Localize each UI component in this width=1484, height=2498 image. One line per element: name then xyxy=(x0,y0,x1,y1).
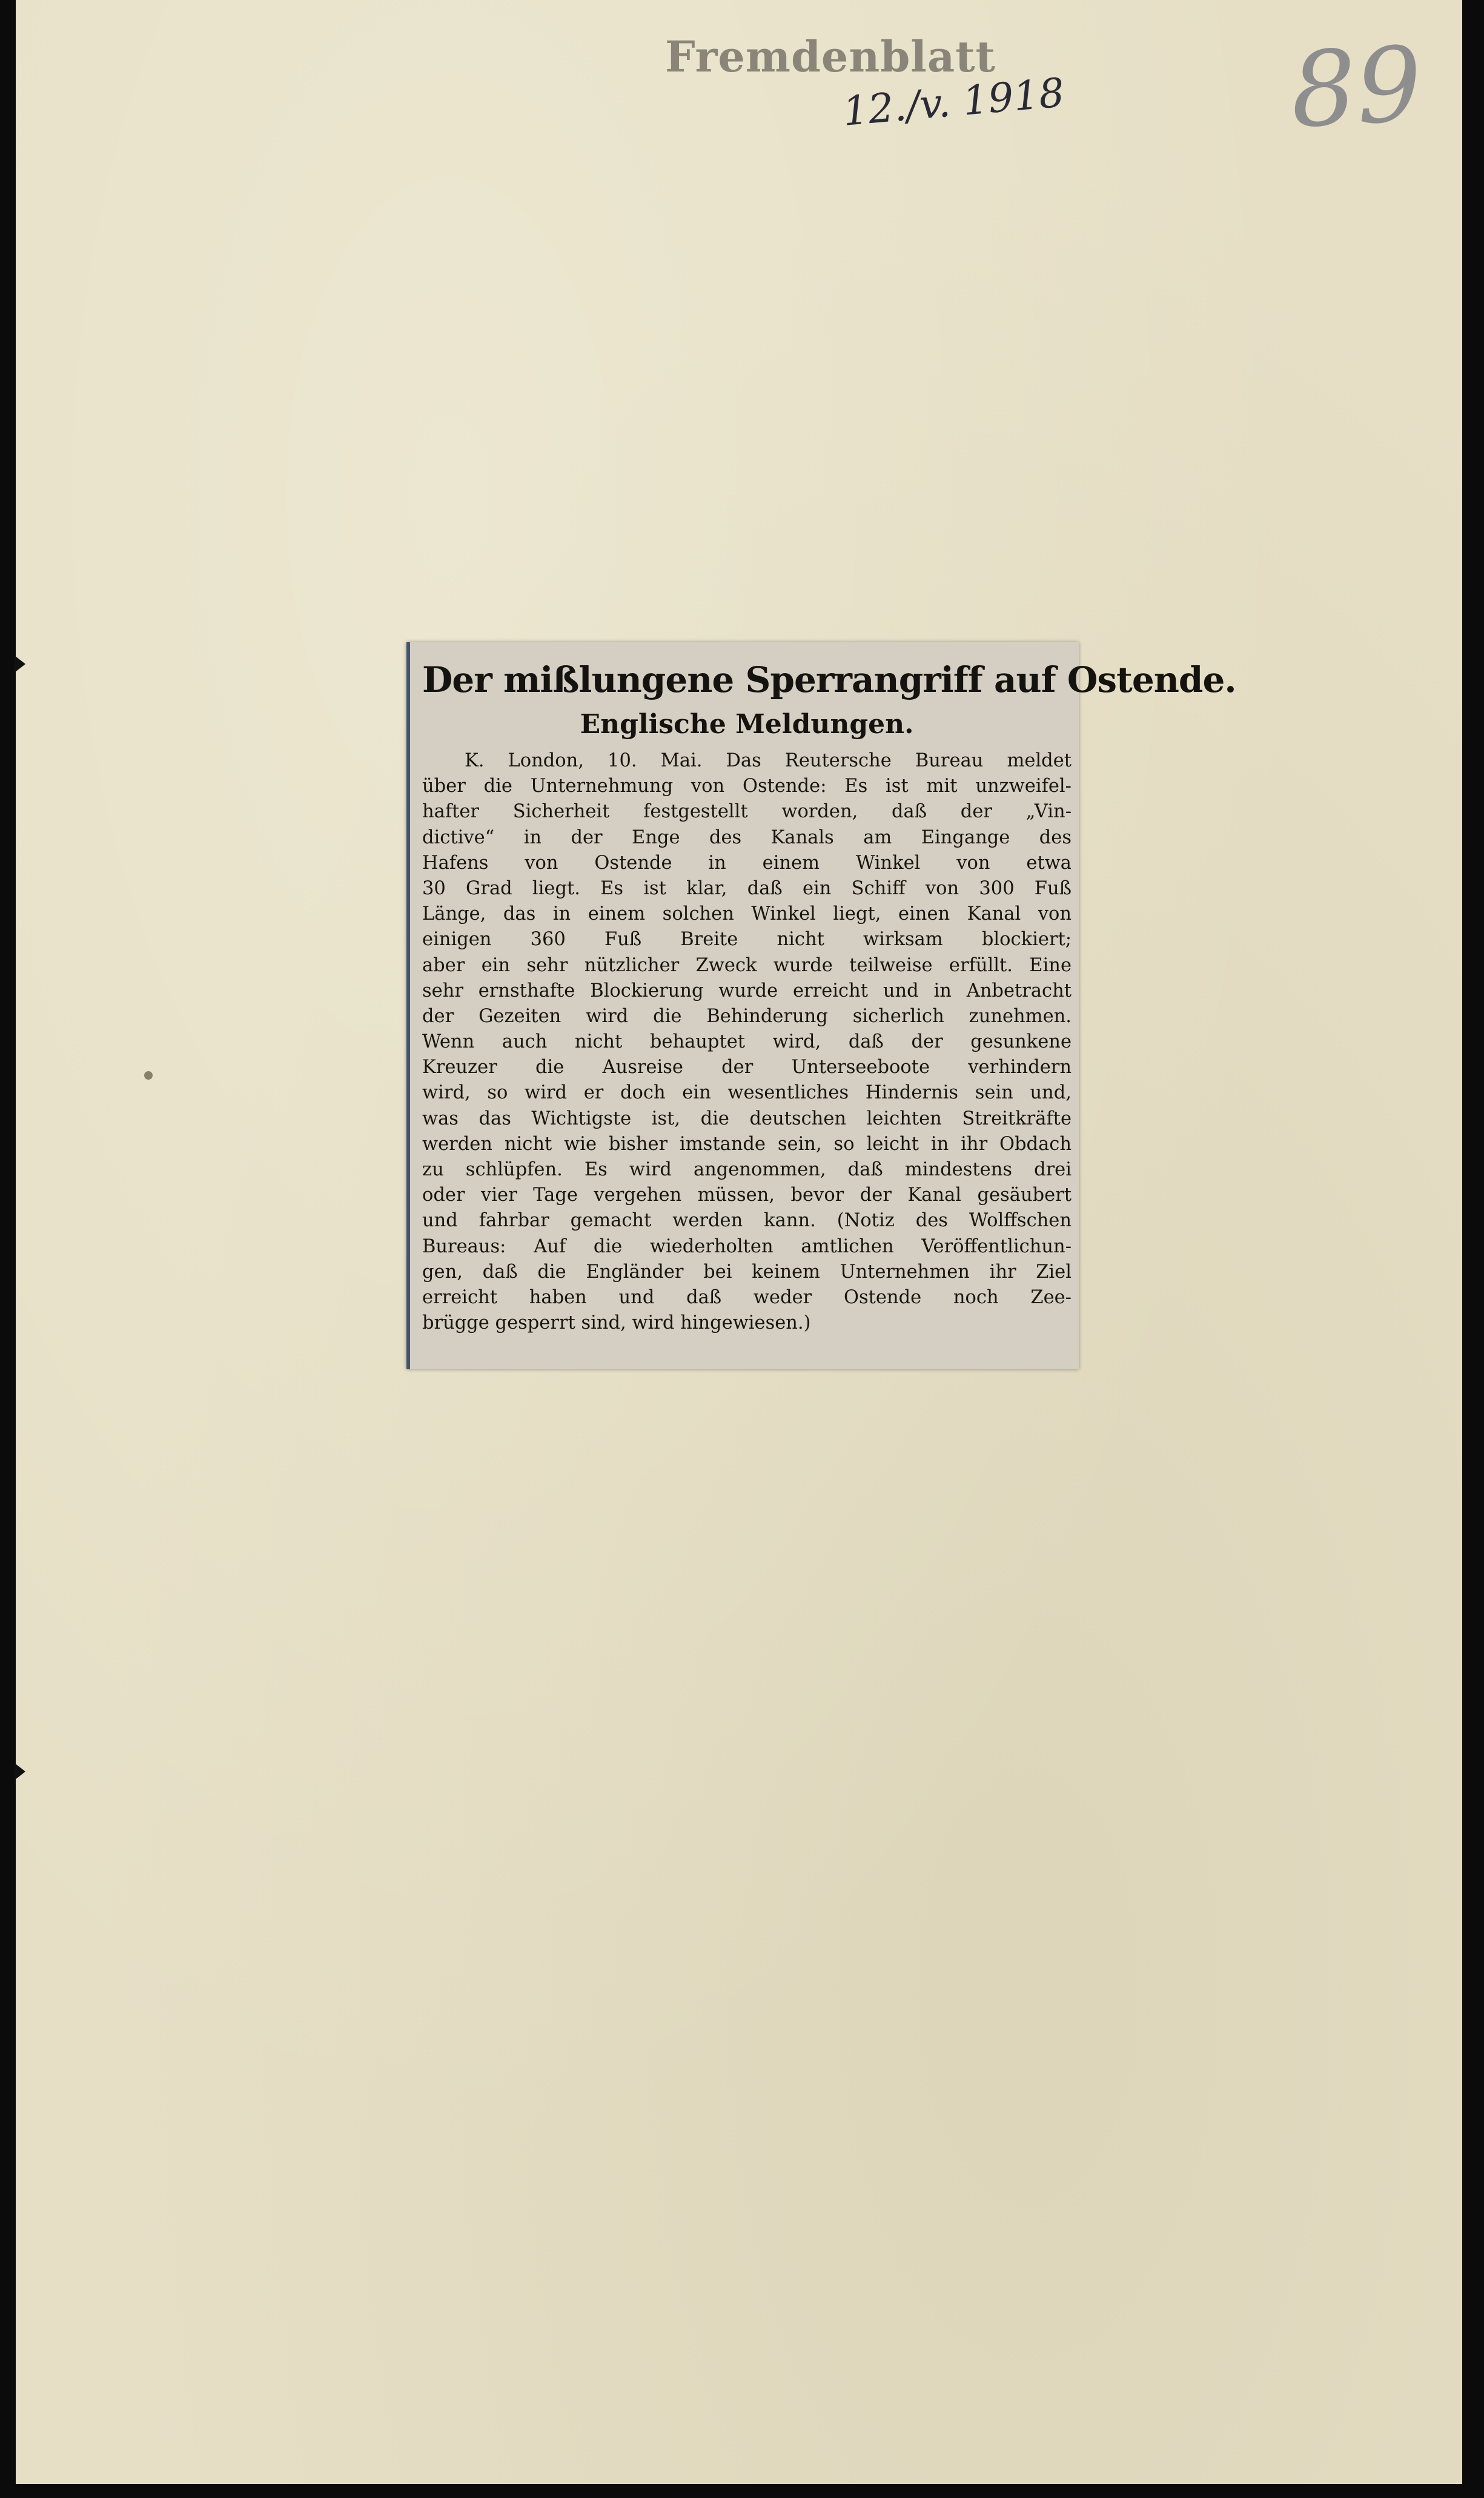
article-line: der Gezeiten wird die Behinderung sicherlich zunehmen. xyxy=(422,1005,1072,1027)
scan-edge xyxy=(1462,0,1484,2498)
margin-marker-icon xyxy=(15,656,25,673)
article-line: zu schlüpfen. Es wird angenommen, daß mindestens drei xyxy=(422,1159,1072,1180)
archive-sheet xyxy=(16,0,1462,2484)
article-line: was das Wichtigste ist, die deutschen leichten Streitkräfte xyxy=(422,1108,1072,1129)
article-title: Der mißlungene Sperrangriff auf Ostende. xyxy=(422,659,1236,700)
article-line: über die Unternehmung von Ostende: Es ist mit unzweifel- xyxy=(422,776,1072,797)
article-line: K. London, 10. Mai. Das Reutersche Bureau meldet xyxy=(465,750,1072,771)
page-number: 89 xyxy=(1287,24,1425,151)
article-line: aber ein sehr nützlicher Zweck wurde teilweise erfüllt. Eine xyxy=(422,954,1072,976)
article-line: werden nicht wie bisher imstande sein, so leicht in ihr Obdach xyxy=(422,1133,1072,1155)
article-line: erreicht haben und daß weder Ostende noch Zee- xyxy=(422,1286,1072,1308)
article-line: brügge gesperrt sind, wird hingewiesen.) xyxy=(422,1312,811,1334)
article-subtitle: Englische Meldungen. xyxy=(580,709,914,740)
newspaper-clipping xyxy=(406,642,1236,1369)
article-line: einigen 360 Fuß Breite nicht wirksam blockiert; xyxy=(422,929,1072,951)
handwritten-date: 12./v. 1918 xyxy=(841,69,1067,135)
article-line: Länge, das in einem solchen Winkel liegt, einen Kanal von xyxy=(422,903,1072,925)
article-line: oder vier Tage vergehen müssen, bevor der Kanal gesäubert xyxy=(422,1184,1072,1206)
article-line: und fahrbar gemacht werden kann. (Notiz des Wolffschen xyxy=(422,1210,1072,1232)
article-line: wird, so wird er doch ein wesentliches Hindernis sein und, xyxy=(422,1082,1072,1104)
article-line: Kreuzer die Ausreise der Unterseeboote verhindern xyxy=(422,1057,1072,1078)
article-line: dictive“ in der Enge des Kanals am Eingange des xyxy=(422,826,1072,848)
article-line: sehr ernsthafte Blockierung wurde erreicht und in Anbetracht xyxy=(422,980,1072,1002)
newspaper-stamp: Fremdenblatt xyxy=(665,32,996,82)
article-line: Hafens von Ostende in einem Winkel von etwa xyxy=(422,852,1072,874)
margin-marker-icon xyxy=(15,1763,25,1780)
article-line: Bureaus: Auf die wiederholten amtlichen Veröffentlichun- xyxy=(422,1235,1072,1257)
article-line: hafter Sicherheit festgestellt worden, daß der „Vin- xyxy=(422,801,1072,823)
article-line: 30 Grad liegt. Es ist klar, daß ein Schiff von 300 Fuß xyxy=(422,877,1072,899)
article-line: Wenn auch nicht behauptet wird, daß der gesunkene xyxy=(422,1031,1072,1053)
article-line: gen, daß die Engländer bei keinem Unternehmen ihr Ziel xyxy=(422,1261,1072,1283)
paper-spot xyxy=(144,1071,153,1080)
article-body xyxy=(422,748,1072,1336)
